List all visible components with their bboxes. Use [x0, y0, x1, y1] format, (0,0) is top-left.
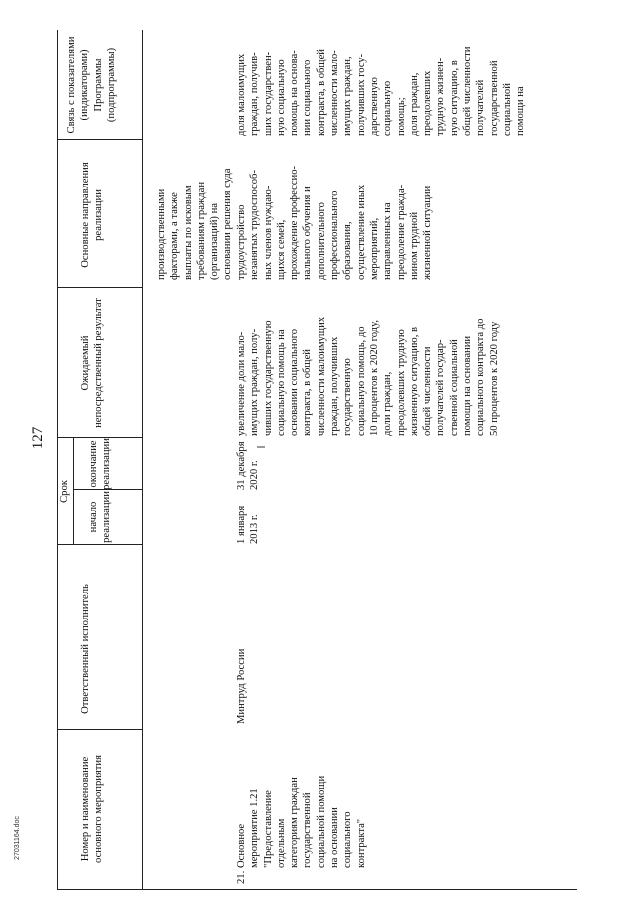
continuation-directions: производственными факторами, а также выплаты по исковым требованиям граждан (организаций) на основании решения суда [156, 168, 234, 280]
col-divider-7 [57, 139, 142, 140]
footer-document-code: 27031164.doc [14, 816, 21, 860]
header-bottom-border [142, 30, 143, 890]
scan-mark [257, 446, 265, 448]
term-header-divider [73, 438, 74, 545]
header-term: Срок [59, 480, 70, 503]
row-directions: трудоустройство незанятых трудоспособ- ных членов нуждаю- щихся семей, прохождение профессио- нального обучения и дополнительного профессионального образования, осуществление иных мероприятий, направленных на преодоление гражда- нином трудной жизненной ситуации [236, 165, 434, 280]
col-divider-2 [57, 729, 142, 730]
header-link: Связь с показателями (индикаторами) Программы (подпрограммы) [66, 36, 117, 134]
row-end-date: 31 декабря 2020 г. [236, 441, 261, 490]
row-number: 21. [236, 870, 247, 884]
landscape-page [57, 30, 577, 890]
header-number-name: Номер и наименование основного мероприятия [80, 755, 105, 863]
header-directions: Основные направления реализации [80, 162, 105, 268]
row-executor: Минтруд России [236, 648, 247, 724]
row-measure-name: Основное мероприятие 1.21 "Предоставление отдельным категориям граждан государственной социальной помощи на основании социального контракта" [236, 775, 367, 868]
col-divider-6 [57, 287, 142, 288]
header-start: начало реализации [88, 491, 113, 543]
header-end: окончание реализации [88, 438, 113, 490]
page-number: 127 [30, 426, 46, 450]
header-result: Ожидаемый непосредственный результат [80, 298, 105, 428]
header-executor: Ответственный исполнитель [80, 584, 91, 714]
row-indicators-link: доля малоимущих граждан, получив- ших государствен- ную социальную помощь на основа- нии социального контракта, в общей численности мало- имущих граждан, получивших госу- дарственную социальную помощь; доля граждан, преодолевших трудную жизнен- ную ситуацию, в общей численности получателей государственной социальной помощи на [236, 46, 527, 136]
row-start-date: 1 января 2013 г. [236, 505, 261, 544]
col-divider-1 [57, 889, 577, 890]
row-expected-result: увеличение доли мало- имущих граждан, полу- чивших государственную социальную помощь на основании социального контракта, в общей численности малоимущих граждан, получивших государственную социальную помощь, до 10 процентов к 2020 году, доли граждан, преодолевших трудную жизненную ситуацию, в общей численности получателей государ- ственной социальной помощи на основании социального контракта до 50 процентов к 2020 году [236, 316, 500, 436]
